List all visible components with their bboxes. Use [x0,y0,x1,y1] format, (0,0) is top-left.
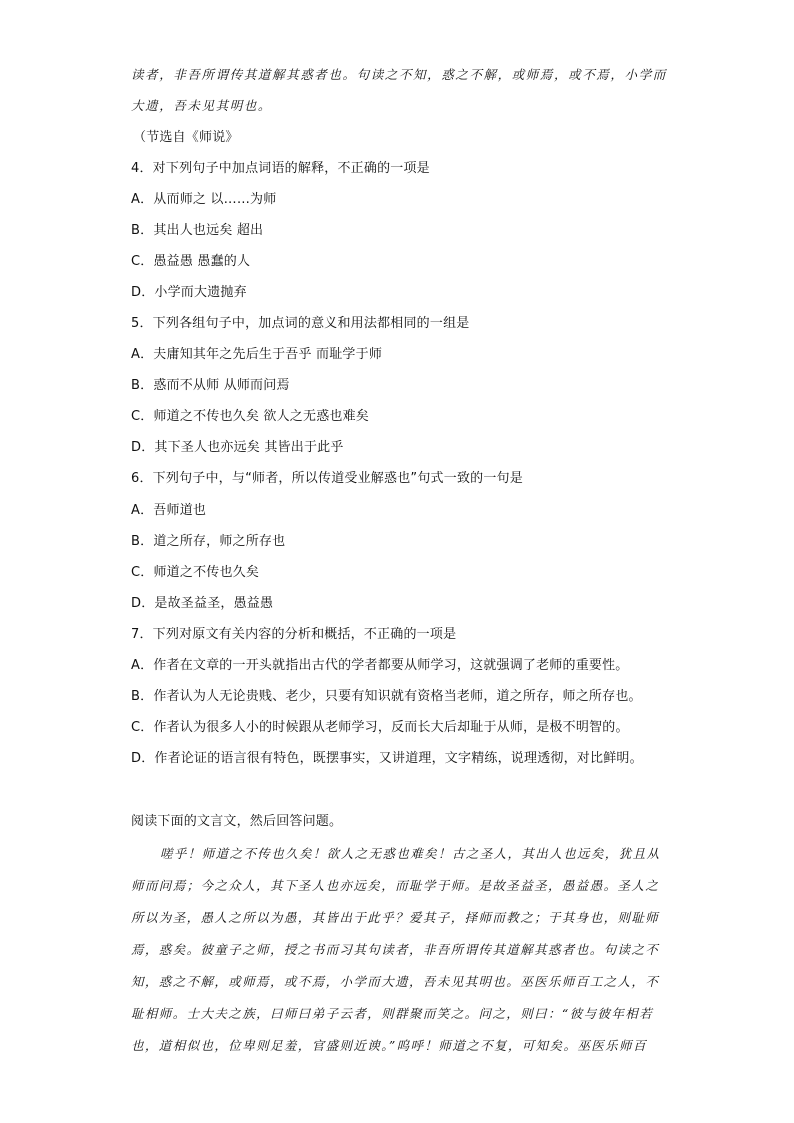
passage-line-1: 嗟乎！师道之不传也久矣！欲人之无惑也难矣！古之圣人，其出人也远矣，犹且从 [160,846,661,861]
question-4-option-c: C．愚益愚 愚蠢的人 [131,254,251,269]
passage-line-7: 也，道相似也，位卑则足羞，官盛则近谀。”呜呼！师道之不复，可知矣。巫医乐师百 [131,1038,647,1053]
question-6-stem: 6．下列句子中，与“师者，所以传道受业解惑也”句式一致的一句是 [131,471,523,486]
passage-line-5: 知，惑之不解，或师焉，或不焉，小学而大遗，吾未见其明也。巫医乐师百工之人，不 [131,974,660,989]
question-7-stem: 7．下列对原文有关内容的分析和概括，不正确的一项是 [131,627,457,642]
question-4-option-d: D．小学而大遗抛弃 [131,285,247,300]
question-6-option-b: B．道之所存，师之所存也 [131,534,286,549]
question-5-option-c: C．师道之不传也久矣 欲人之无惑也难矣 [131,409,370,424]
question-5-option-b: B．惑而不从师 从师而问焉 [131,378,290,393]
question-6-option-d: D．是故圣益圣，愚益愚 [131,596,274,611]
question-7-option-b: B．作者认为人无论贵贱、老少，只要有知识就有资格当老师，道之所存，师之所存也。 [131,689,642,704]
question-5-stem: 5．下列各组句子中，加点词的意义和用法都相同的一组是 [131,316,470,331]
question-5-option-d: D．其下圣人也亦远矣 其皆出于此乎 [131,440,344,455]
question-6-option-a: A．吾师道也 [131,503,207,518]
excerpt-line-1: 读者，非吾所谓传其道解其惑者也。句读之不知，惑之不解，或师焉，或不焉，小学而 [131,67,667,82]
passage-line-2: 师而问焉；今之众人，其下圣人也亦远矣，而耻学于师。是故圣益圣，愚益愚。圣人之 [131,878,660,893]
excerpt-source: （节选自《师说》 [133,130,239,145]
passage-line-4: 焉，惑矣。彼童子之师，授之书而习其句读者，非吾所谓传其道解其惑者也。句读之不 [131,942,660,957]
reading-instruction: 阅读下面的文言文，然后回答问题。 [131,814,343,829]
question-7-option-a: A．作者在文章的一开头就指出古代的学者都要从师学习，这就强调了老师的重要性。 [131,658,629,673]
question-4-option-a: A．从而师之 以……为师 [131,192,277,207]
question-7-option-c: C．作者认为很多人小的时候跟从老师学习，反而长大后却耻于从师，是极不明智的。 [131,720,629,735]
question-6-option-c: C．师道之不传也久矣 [131,565,260,580]
passage-line-3: 所以为圣，愚人之所以为愚，其皆出于此乎？爱其子，择师而教之；于其身也，则耻师 [131,910,660,925]
question-4-option-b: B．其出人也远矣 超出 [131,223,264,238]
excerpt-line-2: 大遗，吾未见其明也。 [131,98,273,113]
question-7-option-d: D．作者论证的语言很有特色，既摆事实，又讲道理，文字精练，说理透彻，对比鲜明。 [131,751,643,766]
passage-line-6: 耻相师。士大夫之族，曰师曰弟子云者，则群聚而笑之。问之，则曰：“彼与彼年相若 [131,1006,654,1021]
question-5-option-a: A．夫庸知其年之先后生于吾乎 而耻学于师 [131,347,383,362]
question-4-stem: 4．对下列句子中加点词语的解释，不正确的一项是 [131,161,430,176]
